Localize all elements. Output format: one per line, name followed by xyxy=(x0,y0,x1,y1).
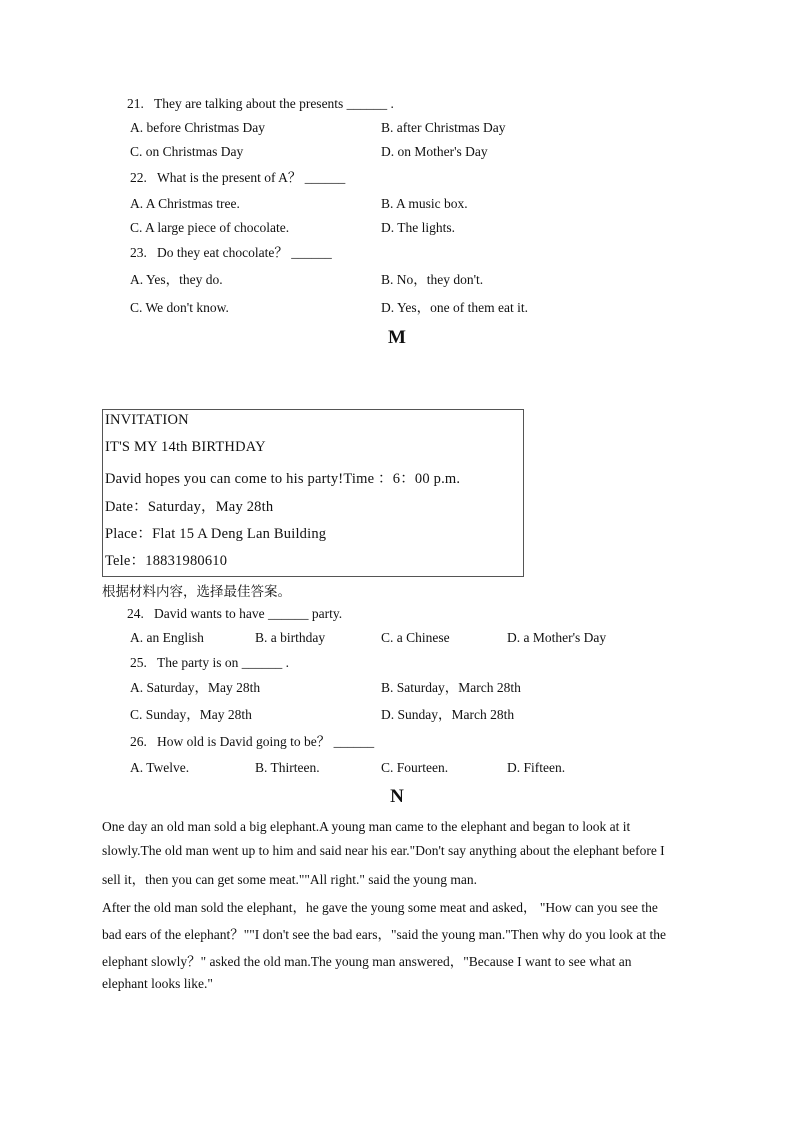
q23-option-c[interactable]: C. We don't know. xyxy=(130,300,229,315)
q26-option-d[interactable]: D. Fifteen. xyxy=(507,760,566,775)
question-21-stem: 21. They are talking about the presents ______ . xyxy=(127,96,394,111)
question-25-stem: 25. The party is on ______ . xyxy=(130,655,289,670)
q25-option-b[interactable]: B. Saturday，March 28th xyxy=(381,680,521,695)
invitation-time: David hopes you can come to his party!Time ：6：00 p.m. xyxy=(105,471,461,487)
invitation-subtitle: IT'S MY 14th BIRTHDAY xyxy=(105,439,266,455)
q22-option-a[interactable]: A. A Christmas tree. xyxy=(130,196,240,211)
invitation-tele: Tele：18831980610 xyxy=(105,553,228,569)
q23-option-b[interactable]: B. No，they don't. xyxy=(381,272,484,287)
q25-option-a[interactable]: A. Saturday，May 28th xyxy=(130,680,261,695)
q23-option-a[interactable]: A. Yes，they do. xyxy=(130,272,223,287)
q21-option-d[interactable]: D. on Mother's Day xyxy=(381,144,488,159)
passage-line: elephant slowly？" asked the old man.The young man answered，"Because I want to see what an xyxy=(102,954,632,969)
q25-option-c[interactable]: C. Sunday，May 28th xyxy=(130,707,252,722)
passage-line: sell it，then you can get some meat.""All right." said the young man. xyxy=(102,872,477,887)
q23-option-d[interactable]: D. Yes，one of them eat it. xyxy=(381,300,528,315)
q22-option-c[interactable]: C. A large piece of chocolate. xyxy=(130,220,290,235)
q21-option-b[interactable]: B. after Christmas Day xyxy=(381,120,506,135)
question-26-stem: 26. How old is David going to be？ ______ xyxy=(130,734,375,749)
question-22-stem: 22. What is the present of A？ ______ xyxy=(130,170,346,185)
passage-line: After the old man sold the elephant，he gave the young some meat and asked， "How can you see the xyxy=(102,900,658,915)
invitation-place: Place：Flat 15 A Deng Lan Building xyxy=(105,526,327,542)
q22-option-d[interactable]: D. The lights. xyxy=(381,220,455,235)
passage-line: slowly.The old man went up to him and said near his ear."Don't say anything about the elephant before I xyxy=(102,843,665,858)
invitation-title: INVITATION xyxy=(105,412,189,428)
instruction-text: 根据材料内容，选择最佳答案。 xyxy=(102,584,291,600)
question-23-stem: 23. Do they eat chocolate？ ______ xyxy=(130,245,332,260)
passage-line: bad ears of the elephant？""I don't see the bad ears，"said the young man."Then why do you look at the xyxy=(102,927,666,942)
q22-option-b[interactable]: B. A music box. xyxy=(381,196,468,211)
passage-line: One day an old man sold a big elephant.A young man came to the elephant and began to look at it xyxy=(102,819,631,834)
q21-option-a[interactable]: A. before Christmas Day xyxy=(130,120,265,135)
question-24-stem: 24. David wants to have ______ party. xyxy=(127,606,343,621)
passage-line: elephant looks like." xyxy=(102,976,213,991)
q26-option-c[interactable]: C. Fourteen. xyxy=(381,760,449,775)
q24-option-c[interactable]: C. a Chinese xyxy=(381,630,450,645)
invitation-date: Date：Saturday，May 28th xyxy=(105,499,274,515)
q21-option-c[interactable]: C. on Christmas Day xyxy=(130,144,244,159)
q26-option-b[interactable]: B. Thirteen. xyxy=(255,760,320,775)
section-heading-m: M xyxy=(388,327,406,348)
q24-option-b[interactable]: B. a birthday xyxy=(255,630,326,645)
q24-option-a[interactable]: A. an English xyxy=(130,630,204,645)
section-heading-n: N xyxy=(390,786,404,807)
q25-option-d[interactable]: D. Sunday，March 28th xyxy=(381,707,515,722)
invitation-box xyxy=(102,409,524,577)
q26-option-a[interactable]: A. Twelve. xyxy=(130,760,190,775)
q24-option-d[interactable]: D. a Mother's Day xyxy=(507,630,607,645)
